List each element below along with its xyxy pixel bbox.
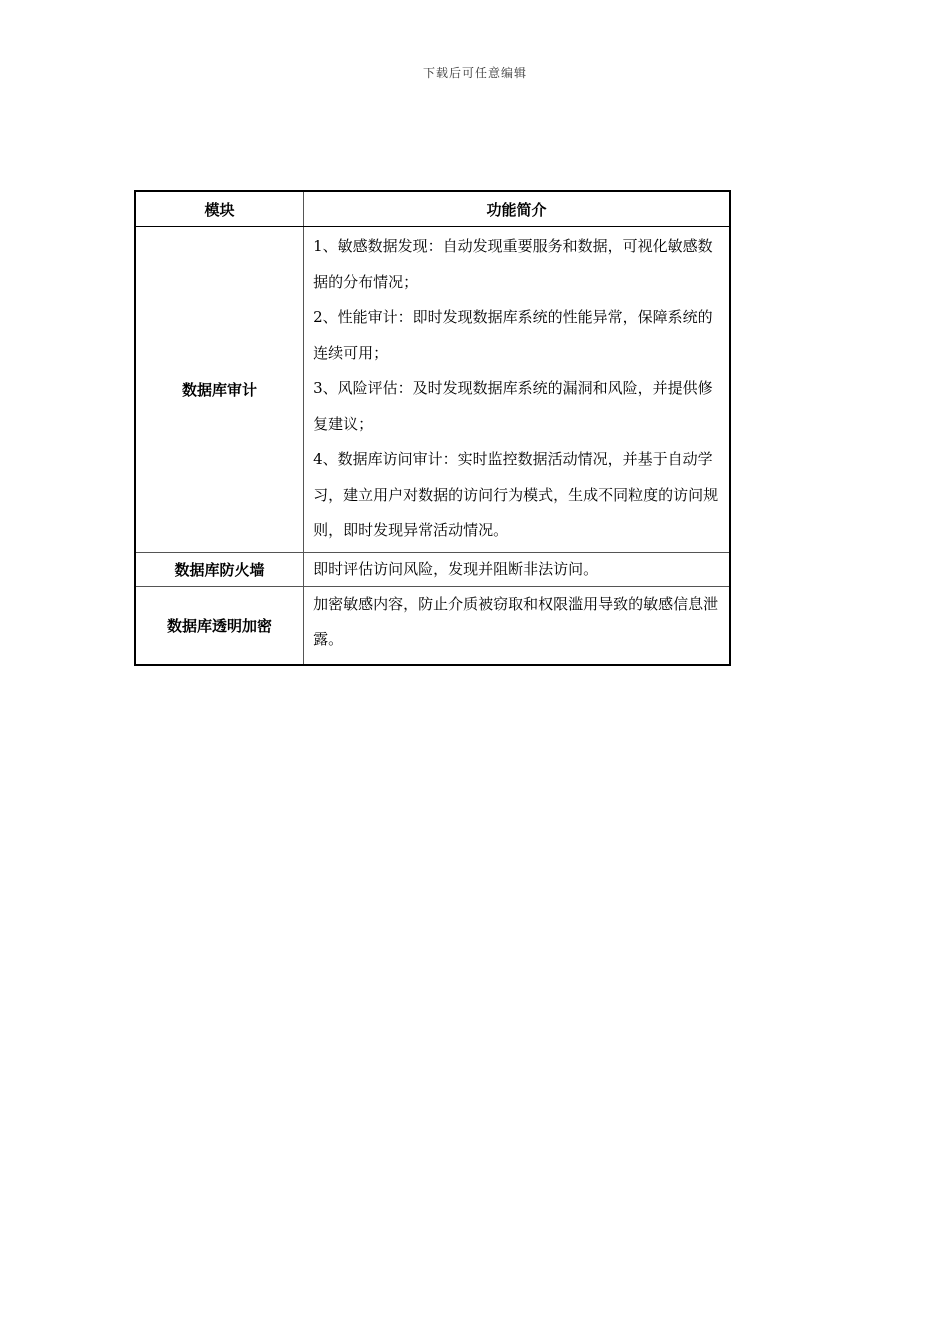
- module-name: 数据库审计: [135, 227, 304, 553]
- module-description: [304, 227, 730, 553]
- table-row: [135, 227, 730, 553]
- module-description: [304, 552, 730, 586]
- description-paragraph: 即时评估访问风险，发现并阻断非法访问。: [313, 560, 599, 578]
- description-paragraph: 2、性能审计：即时发现数据库系统的性能异常，保障系统的连续可用；: [313, 308, 713, 362]
- table-header-row: [135, 191, 730, 227]
- page-header: 下载后可任意编辑: [422, 66, 527, 80]
- description-paragraph: 加密敏感内容，防止介质被窃取和权限滥用导致的敏感信息泄露。: [313, 594, 719, 648]
- table-row: [135, 586, 730, 665]
- description-paragraph: 3、风险评估：及时发现数据库系统的漏洞和风险，并提供修复建议；: [313, 379, 713, 433]
- module-name: 数据库防火墙: [135, 552, 304, 586]
- description-paragraph: 4、数据库访问审计：实时监控数据活动情况，并基于自动学习，建立用户对数据的访问行为模式，生成不同粒度的访问规则，即时发现异常活动情况。: [313, 450, 719, 539]
- module-table: [134, 190, 731, 666]
- module-name: 数据库透明加密: [135, 586, 304, 665]
- column-header-description: 功能简介: [304, 191, 730, 227]
- module-description: [304, 586, 730, 665]
- column-header-module: 模块: [135, 191, 304, 227]
- table-row: [135, 552, 730, 586]
- description-paragraph: 1、敏感数据发现：自动发现重要服务和数据，可视化敏感数据的分布情况；: [313, 237, 713, 291]
